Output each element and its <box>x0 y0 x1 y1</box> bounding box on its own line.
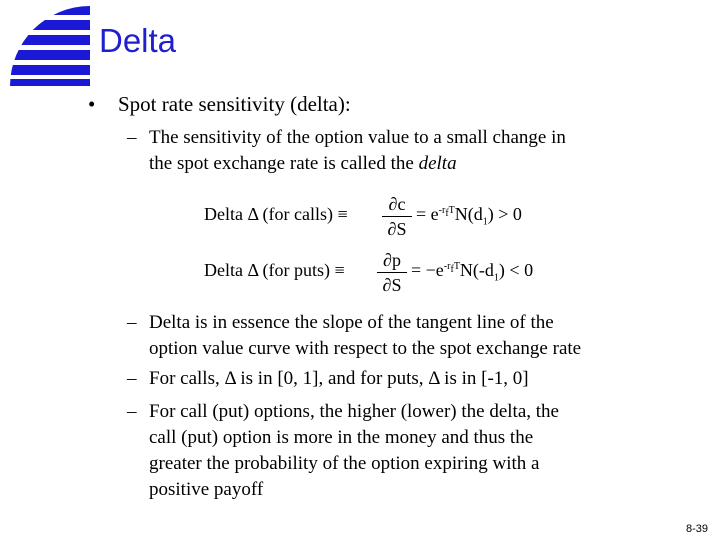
formula-calls-n-sub: 1 <box>482 216 488 228</box>
formula-puts-rhs <box>411 260 533 284</box>
formula-puts-numerator: ∂p <box>377 248 407 273</box>
sub-bullet-slope <box>127 310 687 362</box>
formula-puts-lhs: Delta Δ (for puts) ≡ <box>204 260 345 280</box>
bullet-text: Spot rate sensitivity (delta): <box>118 92 351 116</box>
formula-calls-post: ) > 0 <box>487 204 522 224</box>
sub4-line2: call (put) option is more in the money and thus the <box>149 427 534 448</box>
formula-calls-lhs: Delta Δ (for calls) ≡ <box>204 204 348 224</box>
slide-title: Delta <box>99 22 177 59</box>
formula-puts-exp-sub: f <box>450 264 454 275</box>
formula-puts-fraction <box>377 248 407 297</box>
formula-calls-exp-sub: f <box>445 208 449 219</box>
sub-bullet-ranges <box>127 366 687 392</box>
bullet-marker: • <box>88 92 96 116</box>
sub3-line1: For calls, Δ is in [0, 1], and for puts, Δ is in [-1, 0] <box>149 368 529 389</box>
sub4-line1: For call (put) options, the higher (lower) the delta, the <box>149 401 559 422</box>
formula-calls-exp-t: T <box>448 205 455 216</box>
formula-calls-n: N(d <box>454 204 483 224</box>
bullet-spot-rate <box>88 92 351 117</box>
sub-bullet-sensitivity <box>127 125 687 177</box>
formula-calls-denominator: ∂S <box>387 219 407 239</box>
formula-puts-exp-t: T <box>453 261 460 272</box>
formula-calls-rhs-pre: = e <box>416 204 439 224</box>
dash-marker: – <box>127 127 137 148</box>
formula-puts-exp: -r <box>443 261 451 272</box>
globe-logo-icon <box>10 6 90 86</box>
sub1-emphasis: delta <box>418 153 457 174</box>
sub2-line1: Delta is in essence the slope of the tangent line of the <box>149 312 554 333</box>
dash-marker: – <box>127 312 137 333</box>
sub1-line2-text: the spot exchange rate is called the <box>149 153 419 174</box>
sub1-line2 <box>149 151 566 177</box>
formula-puts-post: ) < 0 <box>498 260 534 280</box>
formula-calls-numerator: ∂c <box>382 192 412 217</box>
sub1-line1: The sensitivity of the option value to a small change in <box>149 127 566 148</box>
page-number: 8-39 <box>685 523 708 535</box>
formula-puts-rhs-pre: = −e <box>411 260 444 280</box>
sub-bullet-moneyness <box>127 399 687 503</box>
formula-calls <box>204 192 564 244</box>
formula-puts-n-sub: 1 <box>493 272 499 284</box>
dash-marker: – <box>127 368 137 389</box>
formula-calls-fraction <box>382 192 412 241</box>
formula-puts-denominator: ∂S <box>382 275 402 295</box>
sub4-line3: greater the probability of the option expiring with a <box>149 453 540 474</box>
formula-calls-exp: -r <box>438 205 446 216</box>
dash-marker: – <box>127 401 137 422</box>
formula-puts <box>204 248 564 300</box>
formula-puts-n: N(-d <box>459 260 494 280</box>
sub2-line2: option value curve with respect to the spot exchange rate <box>149 338 582 359</box>
formula-calls-rhs <box>416 204 522 228</box>
sub4-line4: positive payoff <box>149 479 264 500</box>
